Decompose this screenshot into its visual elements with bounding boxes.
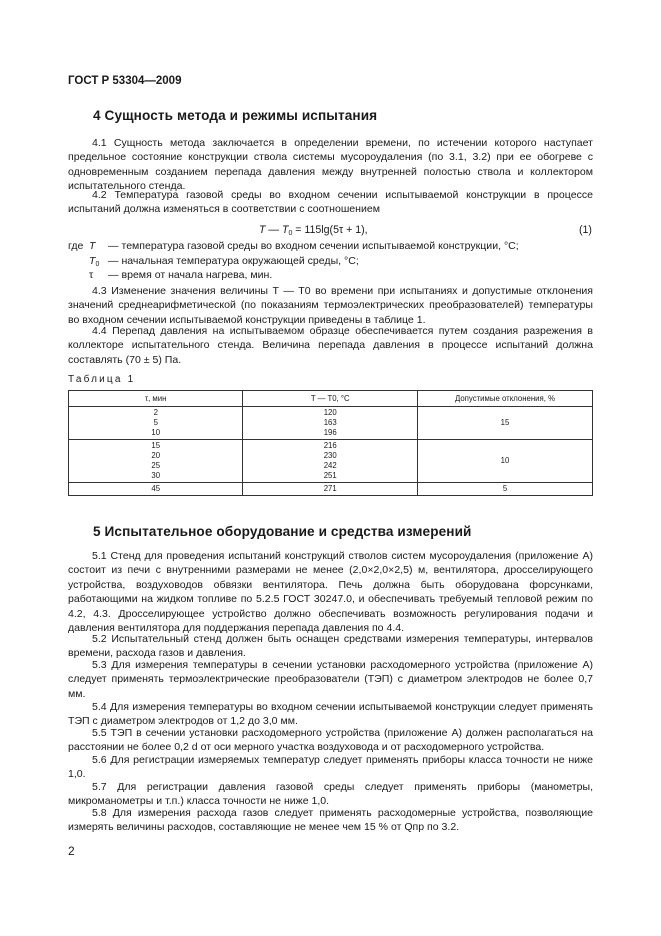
where-text: — начальная температура окружающей среды, °С;: [108, 255, 359, 267]
formula-1: [259, 224, 368, 237]
table-row: [69, 483, 593, 496]
paragraph-5-4: 5.4 Для измерения температуры во входном сечении испытываемой конструкции следует применять ТЭП с диаметром электродов от 1,2 до 3,0 мм.: [68, 701, 593, 728]
where-text: — время от начала нагрева, мин.: [108, 269, 273, 281]
cell-deviation: 10: [417, 440, 592, 483]
paragraph-5-8: 5.8 Для измерения расхода газов следует применять расходомерные устройства, позволяющие измерять величины расходов, составляющие не менее чем 15 % от Qпр по 3.2.: [68, 807, 593, 834]
page-number: 2: [68, 844, 75, 858]
formula-sub: 0: [288, 230, 293, 237]
cell-times: 2 5 10: [69, 407, 243, 440]
where-symbol: T: [89, 255, 96, 267]
where-symbol: T: [89, 240, 96, 252]
where-prefix: где: [68, 240, 84, 252]
section-4-title: 4 Сущность метода и режимы испытания: [93, 108, 378, 123]
paragraph-5-7: 5.7 Для регистрации давления газовой среды следует применять приборы (манометры, микроманометры и т.п.) класса точности не ниже 1,0.: [68, 781, 593, 808]
where-item-t: [68, 240, 593, 252]
where-symbol: τ: [89, 269, 94, 281]
paragraph-4-2: 4.2 Температура газовой среды во входном сечении испытываемой конструкции в процессе испытаний должна изменяться в соответствии с соотношением: [68, 189, 593, 216]
table-header-row: [69, 391, 593, 407]
header-time: τ, мин: [69, 391, 243, 407]
paragraph-5-6: 5.6 Для регистрации измеряемых температур следует применять приборы класса точности не ниже 1,0.: [68, 754, 593, 781]
paragraph-5-3: 5.3 Для измерения температуры в сечении установки расходомерного устройства (приложение А) следует применять термоэлектрические преобразователи (ТЭП) с диаметром электродов не более 0,7 мм.: [68, 659, 593, 700]
table-row: [69, 407, 593, 440]
formula-number: (1): [579, 224, 592, 236]
cell-times: 45: [69, 483, 243, 496]
where-text: — температура газовой среды во входном сечении испытываемой конструкции, °С;: [108, 240, 519, 252]
table-1: [68, 390, 593, 496]
paragraph-5-1: 5.1 Стенд для проведения испытаний конструкций стволов систем мусороудаления (приложение А) состоит из печи с внутренними размерами не менее (2,0×2,0×2,5) м, вентилятора, дросселирующего устройства, воздуховодов обвязки вентилятора. Печь должна быть оборудована форсунками, работающими на жидком топливе по 5.2.5 ГОСТ 30247.0, и обеспечивать требуемый тепловой режим по 4.2, 4.3. Дросселирующее устройство должно обеспечивать возможность регулирования подачи и давления вентилятора для поддержания перепада давления по 4.4.: [68, 550, 593, 635]
cell-temps: 120 163 196: [243, 407, 417, 440]
header-deviation: Допустимые отклонения, %: [417, 391, 592, 407]
standard-number: ГОСТ Р 53304—2009: [68, 75, 182, 87]
header-temp: T — T0, °С: [243, 391, 417, 407]
paragraph-4-3: 4.3 Изменение значения величины T — T0 во времени при испытаниях и допустимые отклонения значений среднеарифметической (по показаниям термоэлектрических преобразователей) температуры во входном сечении испытываемой конструкции приведены в таблице 1.: [68, 285, 593, 326]
formula-right: = 115lg(5τ + 1),: [292, 224, 368, 236]
cell-temps: 271: [243, 483, 417, 496]
cell-deviation: 15: [417, 407, 592, 440]
cell-deviation: 5: [417, 483, 592, 496]
paragraph-5-5: 5.5 ТЭП в сечении установки расходомерного устройства (приложение А) должен располагаться на расстоянии не более 0,2 d от оси мерного участка воздуховода и от расходомерного устройства.: [68, 727, 593, 754]
cell-temps: 216 230 242 251: [243, 440, 417, 483]
table-row: [69, 440, 593, 483]
paragraph-4-4: 4.4 Перепад давления на испытываемом образце обеспечивается путем создания разрежения в коллекторе испытательного стенда. Величина перепада давления в процессе испытаний должна составлять (70 ± 5) Па.: [68, 325, 593, 366]
formula-left: T — T: [259, 224, 289, 236]
paragraph-4-1: 4.1 Сущность метода заключается в определении времени, по истечении которого наступает предельное состояние конструкции ствола системы мусороудаления (по 3.1, 3.2) при ее обогреве с одновременным созданием перепада давления между внутренней полостью ствола и коллектором испытательного стенда.: [68, 137, 593, 193]
paragraph-5-2: 5.2 Испытательный стенд должен быть оснащен средствами измерения температуры, интервалов времени, расхода газов и давления.: [68, 633, 593, 660]
cell-times: 15 20 25 30: [69, 440, 243, 483]
table-caption: Таблица 1: [68, 374, 136, 385]
where-sub: 0: [95, 261, 100, 268]
section-5-title: 5 Испытательное оборудование и средства измерений: [93, 524, 472, 539]
